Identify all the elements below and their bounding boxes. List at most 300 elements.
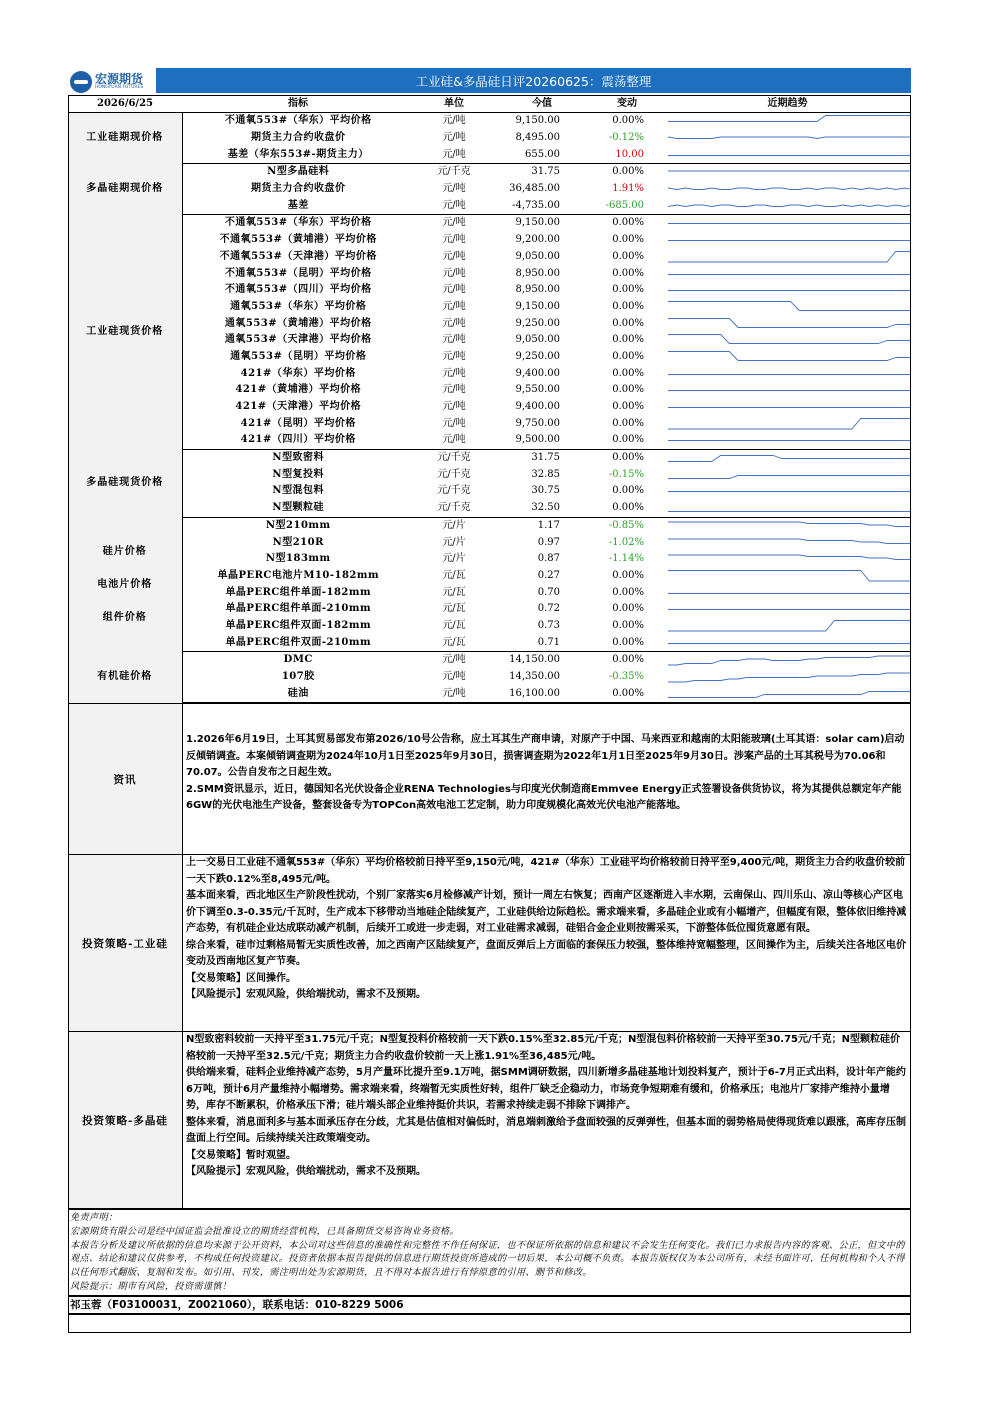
unit-cell: 元/片 xyxy=(442,519,466,531)
trend-cell xyxy=(664,551,911,568)
indicator-name: N型210mm xyxy=(265,519,331,531)
change-cell: 0.00% xyxy=(612,115,644,127)
trend-cell xyxy=(664,415,911,432)
table-row xyxy=(68,232,911,249)
value-cell: 16,100.00 xyxy=(494,685,590,702)
col-trend: 近期趋势 xyxy=(664,96,911,113)
trend-cell xyxy=(664,669,911,686)
indicator-name: 期货主力合约收盘价 xyxy=(251,132,346,144)
table-row xyxy=(68,382,911,399)
unit-cell: 元/吨 xyxy=(442,115,466,127)
table-row xyxy=(68,146,911,163)
disclaimer-line-1: 宏源期货有限公司是经中国证监会批准设立的期货经营机构，已具备期货交易咨询业务资格。 xyxy=(70,1225,459,1237)
trend-cell xyxy=(664,534,911,551)
value-cell: 9,250.00 xyxy=(515,350,560,362)
sparkline-series xyxy=(668,475,911,478)
table-header-row xyxy=(68,96,911,113)
sparkline-series xyxy=(668,691,911,697)
sparkline-series xyxy=(668,539,911,545)
change-cell: 0.00% xyxy=(590,432,664,449)
sparkline-chart xyxy=(664,316,911,332)
table-row xyxy=(68,449,911,466)
unit-cell: 元/吨 xyxy=(442,234,466,246)
indicator-name: DMC xyxy=(283,654,313,666)
table-row xyxy=(68,265,911,282)
category-cell: 工业硅现货价格 xyxy=(68,215,182,450)
price-table xyxy=(68,95,911,703)
change-cell: 0.00% xyxy=(590,500,664,517)
trend-cell xyxy=(664,399,911,416)
sparkline-chart xyxy=(664,652,911,668)
indicator-name: 单晶PERC组件单面-182mm xyxy=(225,586,372,598)
indicator-name: 单晶PERC组件单面-210mm xyxy=(225,603,372,615)
strategy-silicon-p2: 基本面来看，西北地区生产阶段性扰动，个别厂家落实6月检修减产计划，预计一周左右恢复；西南产区逐渐进入丰水期，云南保山、四川乐山、凉山等核心产区电价下调至0.3-0.35元/千瓦时，生产成本下移带动当地硅企陆续复产，工业硅供给边际趋松。需求端来看，多晶硅企业或有小幅增产，但幅度有限，整体依旧维持减产态势，有机硅企业达成联动减产机制，后续开工或进一步走弱，对工业硅需求减弱，硅铝合金企业则按需采买，下游整体低位囤货意愿有限。 xyxy=(186,890,907,935)
sparkline-chart xyxy=(664,366,911,382)
indicator-name: N型多晶硅料 xyxy=(267,166,330,178)
change-cell: 0.00% xyxy=(590,634,664,651)
indicator-name: N型210R xyxy=(272,536,324,548)
sparkline-chart xyxy=(664,467,911,483)
value-cell: 14,350.00 xyxy=(509,671,560,683)
change-cell: 0.00% xyxy=(612,603,644,615)
sparkline-series xyxy=(668,570,911,581)
trend-cell xyxy=(664,299,911,316)
table-row xyxy=(68,365,911,382)
value-cell: 9,400.00 xyxy=(515,367,560,379)
change-cell: 0.00% xyxy=(612,166,644,178)
value-cell: 9,250.00 xyxy=(515,317,560,329)
indicator-name: 不通氧553#（华东）平均价格 xyxy=(224,217,372,229)
indicator-name: 421#（昆明）平均价格 xyxy=(240,417,356,429)
table-row xyxy=(68,685,911,702)
unit-cell: 元/吨 xyxy=(414,432,494,449)
indicator-name: 硅油 xyxy=(182,685,414,702)
unit-cell: 元/瓦 xyxy=(442,569,466,581)
strategy-poly-label: 投资策略-多晶硅 xyxy=(68,1032,183,1208)
sparkline-chart xyxy=(664,249,911,265)
value-cell: 9,150.00 xyxy=(515,115,560,127)
unit-cell: 元/瓦 xyxy=(442,603,466,615)
company-logo xyxy=(68,68,156,95)
category-label: 硅片价格 xyxy=(102,545,147,557)
value-cell: 9,500.00 xyxy=(494,432,590,449)
value-cell: 9,150.00 xyxy=(515,300,560,312)
value-cell: 9,050.00 xyxy=(515,250,560,262)
indicator-name: 421#（黄埔港）平均价格 xyxy=(235,384,362,396)
sparkline-chart xyxy=(664,299,911,315)
table-row xyxy=(68,415,911,432)
trend-cell xyxy=(664,265,911,282)
indicator-name: 不通氧553#（四川）平均价格 xyxy=(224,284,372,296)
sparkline-series xyxy=(668,205,911,207)
change-cell: -1.14% xyxy=(608,553,644,565)
table-row xyxy=(68,164,911,181)
unit-cell: 元/吨 xyxy=(442,654,466,666)
table-row xyxy=(68,551,911,568)
table-row xyxy=(68,299,911,316)
indicator-name: 通氧553#（华东）平均价格 xyxy=(230,300,367,312)
change-cell: 0.00% xyxy=(612,619,644,631)
table-row xyxy=(68,652,911,669)
trend-cell xyxy=(664,232,911,249)
change-cell: 0.00% xyxy=(612,217,644,229)
report-title: 工业硅&多晶硅日评20260625：震荡整理 xyxy=(156,68,911,93)
sparkline-chart xyxy=(664,130,911,146)
table-row xyxy=(68,249,911,266)
sparkline-series xyxy=(668,456,911,462)
sparkline-series xyxy=(668,335,911,344)
table-row xyxy=(68,483,911,500)
sparkline-series xyxy=(668,620,911,631)
value-cell: 655.00 xyxy=(494,146,590,163)
strategy-silicon-p3: 综合来看，硅市过剩格局暂无实质性改善，加之西南产区陆续复产，盘面反弹后上方面临的套保压力较强，整体维持宽幅整理，区间操作为主，后续关注各地区电价变动及西南地区复产节奏。 xyxy=(186,939,906,968)
unit-cell: 元/吨 xyxy=(414,197,494,214)
sparkline-chart xyxy=(664,181,911,197)
sparkline-series xyxy=(668,301,911,310)
indicator-name: 基差（华东553#-期货主力） xyxy=(182,146,414,163)
sparkline-chart xyxy=(664,686,911,702)
strategy-silicon-label: 投资策略-工业硅 xyxy=(68,855,183,1031)
col-change: 变动 xyxy=(590,96,664,113)
trend-cell xyxy=(664,517,911,534)
news-section xyxy=(68,703,911,854)
value-cell: 0.73 xyxy=(537,619,560,631)
indicator-name: 107胶 xyxy=(281,671,315,683)
trend-cell xyxy=(664,601,911,618)
value-cell: 0.87 xyxy=(537,553,560,565)
sparkline-chart xyxy=(664,500,911,516)
change-cell: 0.00% xyxy=(612,317,644,329)
unit-cell: 元/吨 xyxy=(442,384,466,396)
value-cell: 36,485.00 xyxy=(509,183,560,195)
sparkline-chart xyxy=(664,382,911,398)
indicator-name: N型混包料 xyxy=(272,485,325,497)
sparkline-chart xyxy=(664,266,911,282)
category-label: 电池片价格 xyxy=(97,578,153,590)
unit-cell: 元/千克 xyxy=(437,452,471,464)
change-cell: 0.00% xyxy=(612,267,644,279)
trend-cell xyxy=(664,500,911,517)
analyst-contact: 祁玉蓉（F03100031，Z0021060），联系电话：010-8229 5006 xyxy=(68,1295,911,1315)
sparkline-series xyxy=(668,418,911,429)
sparkline-chart xyxy=(664,416,911,432)
strategy-silicon-p1: 上一交易日工业硅不通氧553#（华东）平均价格较前日持平至9,150元/吨，421#（华东）工业硅平均价格较前日持平至9,400元/吨，期货主力合约收盘价较前一天下跌0.12%至8,495元/吨。 xyxy=(186,857,906,885)
table-row xyxy=(68,130,911,147)
unit-cell: 元/吨 xyxy=(414,146,494,163)
table-row xyxy=(68,181,911,198)
indicator-name: 通氧553#（天津港）平均价格 xyxy=(224,334,372,346)
unit-cell: 元/吨 xyxy=(442,401,466,413)
value-cell: 9,200.00 xyxy=(515,234,560,246)
sparkline-chart xyxy=(664,332,911,348)
value-cell: 0.72 xyxy=(537,603,560,615)
sparkline-chart xyxy=(664,568,911,584)
sparkline-series xyxy=(668,673,911,682)
trend-cell xyxy=(664,282,911,299)
indicator-name: 通氧553#（黄埔港）平均价格 xyxy=(224,317,372,329)
disclaimer xyxy=(68,1208,911,1295)
trend-cell xyxy=(664,130,911,147)
change-cell: -0.35% xyxy=(608,671,644,683)
sparkline-chart xyxy=(664,282,911,298)
unit-cell: 元/吨 xyxy=(442,284,466,296)
trend-cell xyxy=(664,181,911,198)
sparkline-series xyxy=(668,656,911,665)
trend-cell xyxy=(664,483,911,500)
trend-cell xyxy=(664,349,911,366)
table-row xyxy=(68,215,911,232)
sparkline-chart xyxy=(664,618,911,634)
sparkline-series xyxy=(668,522,911,528)
indicator-name: N型致密料 xyxy=(272,452,325,464)
category-label: 组件价格 xyxy=(102,611,147,623)
table-row xyxy=(68,349,911,366)
indicator-name: 421#（华东）平均价格 xyxy=(240,367,356,379)
strategy-poly-p1: N型致密料较前一天持平至31.75元/千克；N型复投料价格较前一天下跌0.15%至32.85元/千克；N型混包料价格较前一天持平至30.75元/千克；N型颗粒硅价格较前一天持平至32.5元/千克；期货主力合约收盘价较前一天上涨1.91%至36,485元/吨。 xyxy=(186,1034,901,1062)
sparkline-chart xyxy=(664,198,911,214)
unit-cell: 元/千克 xyxy=(437,166,471,178)
trend-cell xyxy=(664,332,911,349)
strategy-poly-p2: 供给端来看，硅料企业维持减产态势，5月产量环比提升至9.1万吨，据SMM调研数据，四川新增多晶硅基地计划投料复产，预计于6-7月正式出料，设计年产能约6万吨，预计6月产量维持小幅增势。需求端来看，终端暂无实质性好转，组件厂缺乏企稳动力，市场竞争短期难有缓和，价格承压；电池片厂家排产维持小量增势，库存不断累积，价格承压下滑；硅片端头部企业维持挺价共识，若需求持续走弱不排除下调排产。 xyxy=(186,1067,906,1112)
unit-cell: 元/吨 xyxy=(442,217,466,229)
sparkline-chart xyxy=(664,164,911,180)
disclaimer-line-2: 本报告分析及建议所依据的信息均来源于公开资料，本公司对这些信息的准确性和完整性不作任何保证，也不保证所依据的信息和建议不会发生任何变化。我们已力求报告内容的客观、公正，但文中的观点、结论和建议仅供参考，不构成任何投资建议。投资者依据本报告提供的信息进行期货投资所造成的一切后果，本公司概不负责。本报告版权仅为本公司所有，未经书面许可，任何机构和个人不得以任何形式翻版、复制和发布。如引用、刊发，需注明出处为宏源期货，且不得对本报告进行有悖原意的引用、删节和修改。 xyxy=(70,1239,905,1279)
category-cell: 工业硅期现价格 xyxy=(68,113,182,164)
change-cell: 0.00% xyxy=(612,334,644,346)
trend-cell xyxy=(664,466,911,483)
table-row xyxy=(68,500,911,517)
trend-cell xyxy=(664,113,911,130)
indicator-name: 通氧553#（昆明）平均价格 xyxy=(230,350,367,362)
table-row xyxy=(68,517,911,534)
value-cell: 31.75 xyxy=(531,166,560,178)
indicator-name: N型183mm xyxy=(265,553,331,565)
indicator-name: 基差 xyxy=(182,197,414,214)
sparkline-series xyxy=(668,137,911,139)
change-cell: 0.00% xyxy=(612,300,644,312)
change-cell: 10.00 xyxy=(590,146,664,163)
news-item-1: 1.2026年6月19日，土耳其贸易部发布第2026/10号公告称，应土耳其生产商申请，对原产于中国、马来西亚和越南的太阳能玻璃(土耳其语：solar cam)启动反倾销调查。本案倾销调查期为2024年10月1日至2025年9月30日，损害调查期为2022年1月1日至2025年9月30日。涉案产品的土耳其税号为70.06和70.07。公告自发布之日起生效。 xyxy=(186,734,905,779)
change-cell: 0.00% xyxy=(612,350,644,362)
trend-cell xyxy=(664,164,911,181)
table-row xyxy=(68,466,911,483)
strategy-silicon-section xyxy=(68,854,911,1031)
trend-cell xyxy=(664,197,911,214)
unit-cell: 元/千克 xyxy=(437,485,471,497)
unit-cell: 元/吨 xyxy=(442,334,466,346)
unit-cell: 元/吨 xyxy=(442,132,466,144)
unit-cell: 元/瓦 xyxy=(442,586,466,598)
indicator-name: 不通氧553#（天津港）平均价格 xyxy=(219,250,377,262)
unit-cell: 元/吨 xyxy=(442,350,466,362)
indicator-name: 单晶PERC组件双面-210mm xyxy=(182,634,414,651)
strategy-poly-p3: 整体来看，消息面利多与基本面承压存在分歧，尤其是估值相对偏低时，消息端刺激给予盘面较强的反弹弹性，但基本面的弱势格局使得现货难以跟涨，高库存压制盘面上行空间。后续持续关注政策端变动。 xyxy=(186,1116,906,1145)
news-item-2: 2.SMM资讯显示，近日，德国知名光伏设备企业RENA Technologies与印度光伏制造商Emmvee Energy正式签署设备供货协议，将为其提供总额定年产能6GW的光伏电池生产设备，整套设备专为TOPCon高效电池工艺定制，助力印度规模化高效光伏电池产能落地。 xyxy=(186,783,902,812)
col-value: 今值 xyxy=(494,96,590,113)
trend-cell xyxy=(664,249,911,266)
unit-cell: 元/吨 xyxy=(442,300,466,312)
table-row xyxy=(68,399,911,416)
unit-cell: 元/千克 xyxy=(414,500,494,517)
value-cell: 9,400.00 xyxy=(515,401,560,413)
indicator-name: 421#（天津港）平均价格 xyxy=(235,401,362,413)
sparkline-chart xyxy=(664,215,911,231)
strategy-silicon-p5: 【风险提示】宏观风险，供给端扰动，需求不及预期。 xyxy=(186,989,426,1001)
unit-cell: 元/吨 xyxy=(442,183,466,195)
value-cell: 1.17 xyxy=(537,519,560,531)
strategy-poly-section xyxy=(68,1031,911,1208)
unit-cell: 元/吨 xyxy=(442,367,466,379)
logo-mark-icon xyxy=(70,71,92,93)
value-cell: 8,950.00 xyxy=(515,284,560,296)
change-cell: -685.00 xyxy=(590,197,664,214)
strategy-silicon-p4: 【交易策略】区间操作。 xyxy=(186,972,296,984)
trend-cell xyxy=(664,365,911,382)
trend-cell xyxy=(664,215,911,232)
value-cell: 0.27 xyxy=(537,569,560,581)
change-cell: 0.00% xyxy=(612,569,644,581)
category-cell: 多晶硅现货价格 xyxy=(68,449,182,517)
table-row xyxy=(68,601,911,618)
change-cell: 0.00% xyxy=(612,250,644,262)
indicator-name: 单晶PERC电池片M10-182mm xyxy=(217,569,380,581)
change-cell: 0.00% xyxy=(612,485,644,497)
value-cell: 31.75 xyxy=(531,452,560,464)
table-row xyxy=(68,669,911,686)
sparkline-chart xyxy=(664,232,911,248)
sparkline-chart xyxy=(664,535,911,551)
trend-cell xyxy=(664,432,911,449)
change-cell: 0.00% xyxy=(612,452,644,464)
change-cell: 0.00% xyxy=(612,367,644,379)
sparkline-chart xyxy=(664,113,911,129)
value-cell: 8,950.00 xyxy=(515,267,560,279)
category-cell xyxy=(68,517,182,652)
value-cell: 0.97 xyxy=(537,536,560,548)
unit-cell: 元/瓦 xyxy=(442,619,466,631)
disclaimer-title: 免责声明： xyxy=(70,1212,118,1224)
value-cell: 0.71 xyxy=(494,634,590,651)
indicator-name: 421#（四川）平均价格 xyxy=(182,432,414,449)
table-row xyxy=(68,282,911,299)
value-cell: 0.70 xyxy=(537,586,560,598)
logo-en: HONGYUAN FUTURES xyxy=(95,84,144,90)
change-cell: 0.00% xyxy=(612,401,644,413)
change-cell: 0.00% xyxy=(612,654,644,666)
table-row xyxy=(68,315,911,332)
value-cell: 32.85 xyxy=(531,468,560,480)
change-cell: 0.00% xyxy=(612,417,644,429)
value-cell: 9,050.00 xyxy=(515,334,560,346)
value-cell: -4,735.00 xyxy=(494,197,590,214)
change-cell: 0.00% xyxy=(612,234,644,246)
indicator-name: 不通氧553#（昆明）平均价格 xyxy=(224,267,372,279)
logo-cn: 宏源期货 xyxy=(95,71,144,86)
table-row xyxy=(68,634,911,651)
sparkline-chart xyxy=(664,669,911,685)
col-unit: 单位 xyxy=(414,96,494,113)
sparkline-chart xyxy=(664,601,911,617)
disclaimer-line-3: 风险提示：期市有风险，投资需谨慎！ xyxy=(70,1281,232,1293)
table-row xyxy=(68,568,911,585)
sparkline-chart xyxy=(664,551,911,567)
table-row xyxy=(68,197,911,214)
strategy-poly-p5: 【风险提示】宏观风险，供给端扰动，需求不及预期。 xyxy=(186,1166,426,1178)
sparkline-chart xyxy=(664,518,911,534)
change-cell: 0.00% xyxy=(612,586,644,598)
category-cell: 多晶硅期现价格 xyxy=(68,164,182,215)
report-page xyxy=(68,68,911,1315)
value-cell: 32.50 xyxy=(494,500,590,517)
sparkline-chart xyxy=(664,399,911,415)
indicator-name: N型复投料 xyxy=(272,468,325,480)
sparkline-chart xyxy=(664,585,911,601)
sparkline-chart xyxy=(664,349,911,365)
unit-cell: 元/吨 xyxy=(442,250,466,262)
trend-cell xyxy=(664,382,911,399)
change-cell: -1.02% xyxy=(608,536,644,548)
sparkline-series xyxy=(668,555,911,561)
value-cell: 9,750.00 xyxy=(515,417,560,429)
trend-cell xyxy=(664,449,911,466)
trend-cell xyxy=(664,652,911,669)
sparkline-series xyxy=(668,318,911,327)
sparkline-series xyxy=(668,188,911,190)
table-row xyxy=(68,332,911,349)
table-row xyxy=(68,584,911,601)
trend-cell xyxy=(664,634,911,651)
trend-cell xyxy=(664,584,911,601)
change-cell: 0.00% xyxy=(590,685,664,702)
trend-cell xyxy=(664,685,911,702)
indicator-name: 期货主力合约收盘价 xyxy=(251,183,346,195)
unit-cell: 元/片 xyxy=(442,553,466,565)
sparkline-chart xyxy=(664,147,911,163)
trend-cell xyxy=(664,146,911,163)
value-cell: 9,550.00 xyxy=(515,384,560,396)
sparkline-chart xyxy=(664,450,911,466)
table-row xyxy=(68,432,911,449)
indicator-name: 单晶PERC组件双面-182mm xyxy=(225,619,372,631)
table-row xyxy=(68,618,911,635)
trend-cell xyxy=(664,568,911,585)
sparkline-series xyxy=(668,116,911,122)
unit-cell: 元/吨 xyxy=(442,317,466,329)
change-cell: 1.91% xyxy=(612,183,644,195)
value-cell: 9,150.00 xyxy=(515,217,560,229)
change-cell: -0.12% xyxy=(608,132,644,144)
unit-cell: 元/吨 xyxy=(442,417,466,429)
unit-cell: 元/瓦 xyxy=(414,634,494,651)
col-date: 2026/6/25 xyxy=(68,96,182,113)
unit-cell: 元/吨 xyxy=(442,671,466,683)
unit-cell: 元/吨 xyxy=(442,267,466,279)
strategy-poly-p4: 【交易策略】暂时观望。 xyxy=(186,1149,296,1161)
value-cell: 8,495.00 xyxy=(515,132,560,144)
unit-cell: 元/千克 xyxy=(437,468,471,480)
sparkline-series xyxy=(668,251,911,262)
indicator-name: N型颗粒硅 xyxy=(182,500,414,517)
value-cell: 14,150.00 xyxy=(509,654,560,666)
change-cell: 0.00% xyxy=(612,284,644,296)
unit-cell: 元/吨 xyxy=(414,685,494,702)
news-label: 资讯 xyxy=(68,704,183,854)
value-cell: 30.75 xyxy=(531,485,560,497)
indicator-name: 不通氧553#（黄埔港）平均价格 xyxy=(219,234,377,246)
sparkline-series xyxy=(668,351,911,360)
sparkline-chart xyxy=(664,432,911,448)
trend-cell xyxy=(664,315,911,332)
